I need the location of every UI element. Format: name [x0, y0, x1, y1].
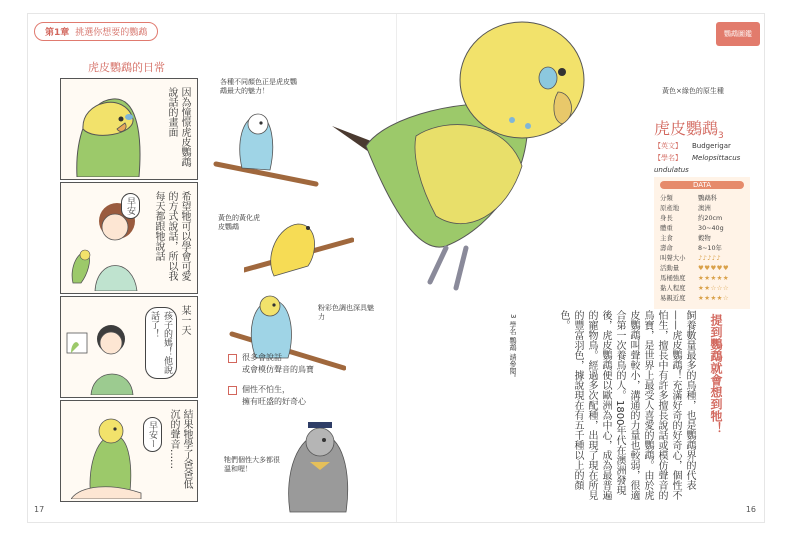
data-row	[660, 233, 744, 243]
data-row-value: ♥♥♥♥♥	[698, 264, 730, 272]
panel-2-text: 希望牠可以學會可愛的方式說話，所以我每天都跟牠說話	[153, 191, 190, 281]
data-row	[660, 203, 744, 213]
data-row	[660, 223, 744, 233]
data-row	[660, 263, 744, 273]
scientific-name: Melopsittacus undulatus	[654, 154, 741, 174]
data-row	[660, 253, 744, 263]
encyclopedia-badge: 鸚鵡圖鑑	[716, 22, 760, 46]
comic-panel-4	[60, 400, 198, 502]
feature-2-line-2: 擁有旺盛的好奇心	[242, 397, 306, 406]
data-row-value: 8~10年	[698, 244, 722, 252]
data-row	[660, 293, 744, 303]
budgie-illustration	[65, 79, 145, 177]
budgie-on-hand-illustration	[71, 401, 151, 499]
data-row-key: 易親近度	[660, 294, 686, 302]
data-row-key: 主食	[660, 234, 673, 242]
right-page	[396, 14, 764, 522]
lutino-note: 黃色的黃化虎皮鸚鵡	[218, 214, 260, 231]
data-row-value: ★★★★★	[698, 274, 730, 282]
panel-3-bubble: 孩子的媽！他說話了！	[145, 307, 177, 379]
panel-4-bubble: 早安ー	[143, 417, 162, 452]
species-name-text: 虎皮鸚鵡	[654, 119, 719, 138]
mascot-bubble: 牠們個性大多都很溫和喔！	[224, 456, 280, 473]
color-variety-note: 各種不同顏色正是虎皮鸚鵡最大的魅力！	[220, 78, 297, 95]
footnote: 3 學名 鸚鵡 請參閱。	[509, 314, 517, 382]
comic-panel-1	[60, 78, 198, 180]
data-row-value: ♪♪♪♪♪	[698, 254, 721, 262]
data-row	[660, 193, 744, 203]
english-key: 【英文】	[654, 142, 682, 150]
species-names	[654, 140, 764, 176]
data-row-key: 原產地	[660, 204, 680, 212]
scientific-key: 【學名】	[654, 154, 682, 162]
chapter-title: 挑選你想要的鸚鵡	[75, 28, 148, 38]
data-row-key: 馬桶強度	[660, 274, 686, 282]
data-row-key: 活動量	[660, 264, 680, 272]
checkbox-icon	[228, 386, 237, 395]
english-name: Budgerigar	[692, 142, 731, 150]
data-header: DATA	[660, 181, 744, 189]
chapter-tag: 第1章	[45, 28, 70, 38]
comic-panel-2	[60, 182, 198, 294]
page-number-left: 17	[34, 505, 45, 514]
data-row	[660, 243, 744, 253]
data-row	[660, 273, 744, 283]
panel-3-text: 某一天	[179, 305, 190, 335]
data-row-key: 黏人程度	[660, 284, 686, 292]
book-spread	[28, 14, 764, 522]
panel-1-text: 因為憧憬虎皮鸚鵡說話的畫面	[166, 87, 190, 167]
data-row-key: 分類	[660, 194, 673, 202]
feature-item	[228, 352, 314, 376]
blue-budgie-illustration	[212, 104, 322, 190]
checkbox-icon	[228, 354, 237, 363]
body-heading: 提到鸚鵡就會想到牠！	[709, 314, 723, 434]
data-row-key: 身長	[660, 214, 673, 222]
data-row-value: ★★★★☆	[698, 294, 730, 302]
comic-panel-3	[60, 296, 198, 398]
data-rows	[660, 193, 744, 303]
data-row-value: 約20cm	[698, 214, 723, 222]
data-row-value: 鸚鵡科	[698, 194, 718, 202]
data-row-key: 叫聲大小	[660, 254, 686, 262]
data-row-value: 30~40g	[698, 224, 724, 232]
data-row	[660, 213, 744, 223]
pastel-note: 粉彩色調也深具魅力	[318, 304, 374, 321]
surprised-owner-illustration	[61, 297, 157, 395]
feature-list	[228, 352, 314, 416]
section-title: 虎皮鸚鵡的日常	[88, 61, 165, 74]
wild-type-note: 黃色×綠色的原生種	[662, 87, 724, 95]
feature-1-line-1: 很多會說話	[242, 353, 282, 362]
species-footnote-mark: 3	[718, 131, 724, 142]
feature-item	[228, 384, 314, 408]
data-row-key: 壽命	[660, 244, 673, 252]
body-text: 飼養數量最多的鳥種，也是鸚鵡界的代表——虎皮鸚鵡！充滿好奇的好奇心，個性不怕生，擅長中有許多擅長說話或模仿聲音的鳥寶，是世界上最受人喜愛的鸚鵡。由於虎皮鸚鵡叫聲較小，溝通的力量也較弱，很適合第一次養鳥的人。1800年代在澳洲發現後，虎皮鸚鵡便以歐洲為中心，成為最普遍的寵物鳥。經過多次配種，出現了現在所見的豐富羽色，據說現在有五千種以上的顏色。	[558, 310, 695, 500]
data-row-value: 穀物	[698, 234, 711, 242]
data-row-value: 澳洲	[698, 204, 711, 212]
data-row	[660, 283, 744, 293]
species-name	[654, 116, 724, 141]
page-number-right: 16	[745, 505, 756, 514]
data-table	[654, 177, 750, 309]
panel-2-bubble: 早安	[121, 193, 140, 219]
data-row-key: 體重	[660, 224, 673, 232]
data-row-value: ★★☆☆☆	[698, 284, 730, 292]
feature-1-line-2: 或會模仿聲音的鳥寶	[242, 365, 314, 374]
feature-2-line-1: 個性不怕生，	[242, 385, 290, 394]
main-budgie-illustration	[326, 16, 596, 306]
mascot-parrot-illustration	[280, 412, 360, 522]
chapter-header	[34, 22, 158, 41]
panel-4-text: 結果牠學了爸爸低沉的聲音……	[168, 409, 192, 489]
